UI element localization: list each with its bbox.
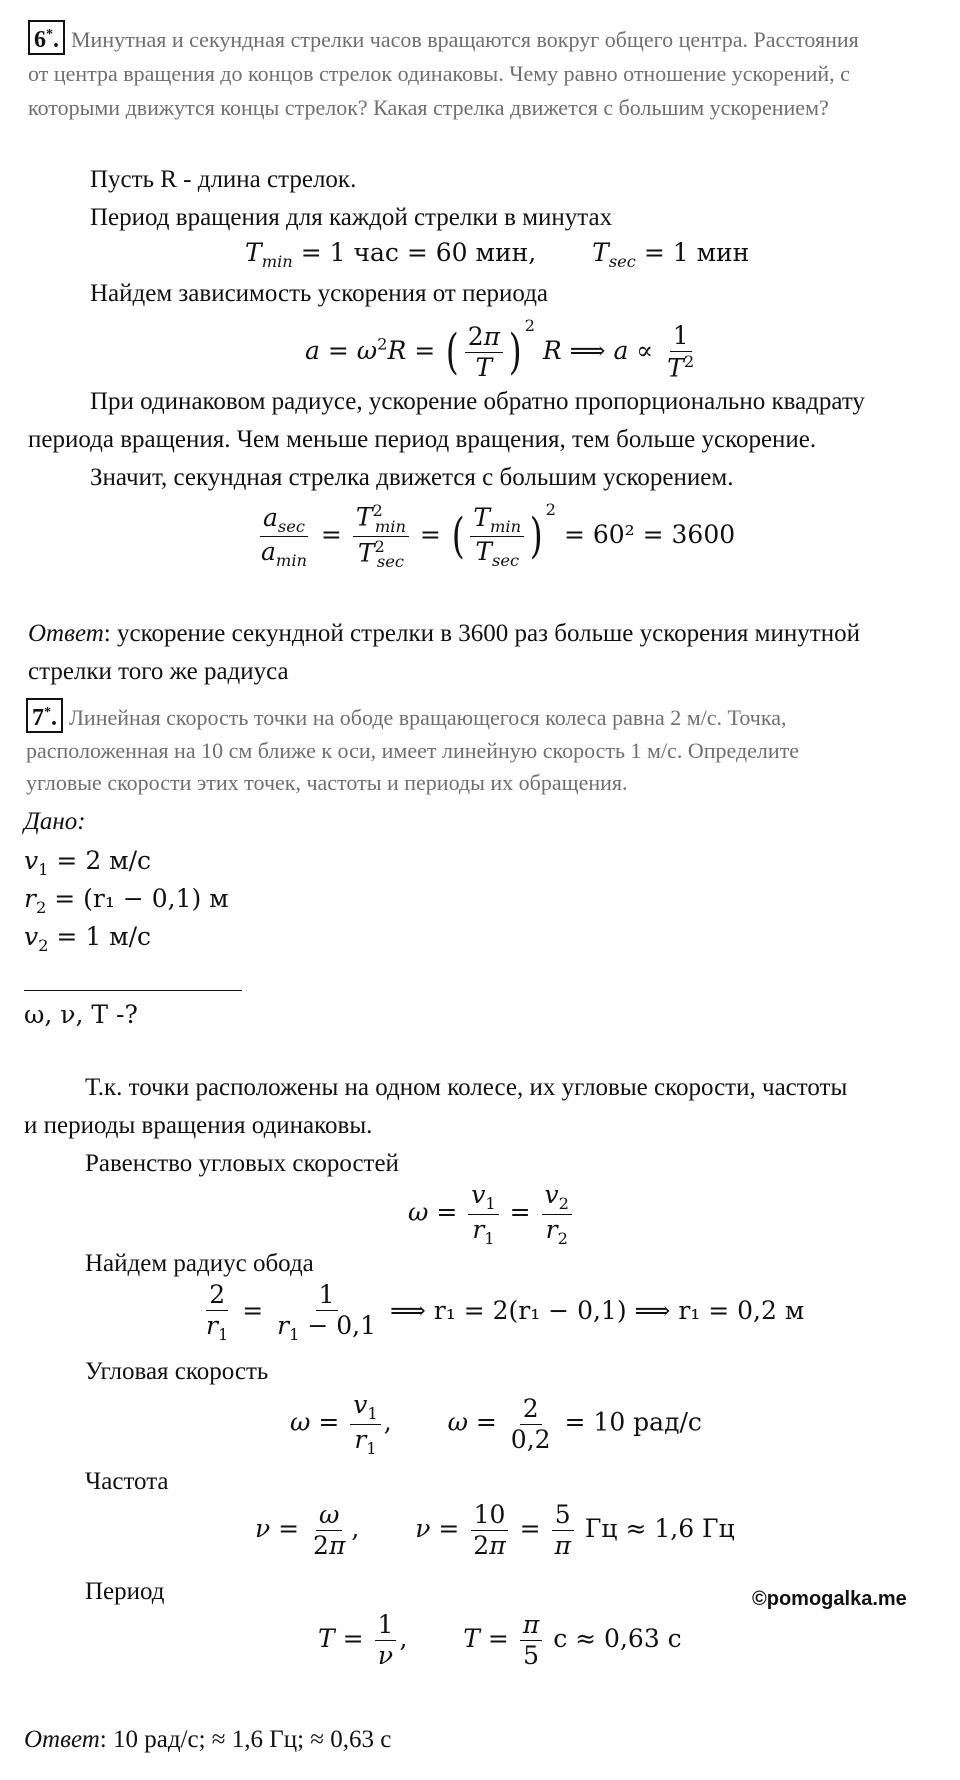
task6-answer-a: Ответ: ускорение секундной стрелки в 3600 раз больше ускорения минутной: [28, 620, 860, 647]
task7-line-1: 7*. Линейная скорость точки на ободе вращающегося колеса равна 2 м/с. Точка,: [26, 698, 786, 735]
task6-sol-1: Пусть R - длина стрелок.: [90, 166, 357, 193]
task7-line-3: угловые скорости этих точек, частоты и периоды их обращения.: [26, 770, 628, 795]
task6-sol-3: Найдем зависимость ускорения от периода: [90, 280, 549, 307]
task7-sol-2: Равенство угловых скоростей: [85, 1150, 399, 1177]
task6-sol-4b: периода вращения. Чем меньше период вращения, тем больше ускорение.: [28, 426, 817, 453]
task7-sol-1a: Т.к. точки расположены на одном колесе, их угловые скорости, частоты: [85, 1074, 848, 1101]
task7-given-3: $v_2 = 1$ м/с: [24, 922, 152, 955]
task7-given-2: $r_2 = (r_1 - 0,1)$ м: [24, 884, 229, 917]
task7-answer: Ответ: 10 рад/с; ≈ 1,6 Гц; ≈ 0,63 с: [24, 1726, 392, 1753]
task6-line-2: от центра вращения до концов стрелок одинаковы. Чему равно отношение ускорений, с: [28, 61, 850, 86]
task6-answer-b: стрелки того же радиуса: [28, 658, 289, 685]
task7-sol-6: Период: [85, 1578, 165, 1605]
given-divider: [24, 990, 242, 991]
task7-eq-nu: ν = $\frac{\omega}{2\pi}$ , ν = $\frac{10}{2\pi}$ = $\frac{5}{\pi}$ Гц ≈ 1,6 Гц: [255, 1500, 735, 1560]
task7-given-1: $v_1 = 2$ м/с: [24, 846, 152, 879]
task7-given-label: Дано:: [24, 808, 86, 835]
task7-sol-3: Найдем радиус обода: [85, 1250, 314, 1277]
task6-sol-4a: При одинаковом радиусе, ускорение обратно пропорционально квадрату: [90, 388, 865, 415]
task7-number-box: 7*.: [26, 698, 63, 733]
watermark: ©pomogalka.me: [752, 1588, 907, 1610]
task6-sol-2: Период вращения для каждой стрелки в минутах: [90, 204, 613, 231]
task7-eq-omega: ω = $\frac{v_1}{r_1}$ , ω = $\frac{2}{0,2}$ = 10 рад/с: [290, 1390, 702, 1458]
task7-line-2: расположенная на 10 см ближе к оси, имеет линейную скорость 1 м/с. Определите: [26, 738, 800, 763]
task6-sol-5: Значит, секундная стрелка движется с большим ускорением.: [90, 464, 734, 491]
task7-eq-radius: $\frac{2}{r_1}$ = $\frac{1}{r_1 - 0,1}$ ⟹ r₁ = 2(r₁ − 0,1) ⟹ r₁ = 0,2 м: [206, 1280, 805, 1344]
task6-eq-ratio: $\frac{a_{sec}}{a_{min}}$ = $\frac{T^2_{min}}{T^2_{sec}}$ = ( $\frac{T_{min}}{T_{sec}}$ ) $^2$ = 60² = 3600: [261, 500, 736, 572]
task6-line-3: которыми движутся концы стрелок? Какая стрелка движется с большим ускорением?: [28, 95, 829, 120]
task7-sol-1b: и периоды вращения одинаковы.: [24, 1112, 373, 1139]
task6-eq-acceleration: $a = \omega^2R$ = ( $\frac{2\pi}{T}$ ) $^2$ R ⟹ a ∝ $\frac{1}{T^2}$: [305, 316, 695, 383]
task7-eq-omega-equal: ω = $\frac{v_1}{r_1}$ = $\frac{v_2}{r_2}$: [408, 1180, 575, 1248]
task7-sol-4: Угловая скорость: [85, 1358, 269, 1385]
task6-eq-periods: $T_{min} = 1$ час = 60 мин, $T_{sec} = 1$ мин: [245, 238, 750, 271]
task6-line-1: 6*. Минутная и секундная стрелки часов вращаются вокруг общего центра. Расстояния: [28, 20, 859, 57]
task6-number-box: 6*.: [28, 20, 65, 55]
task7-find: ω, ν, T -?: [24, 1000, 138, 1029]
task7-sol-5: Частота: [85, 1468, 169, 1495]
task7-eq-period: T = $\frac{1}{\nu}$ , T = $\frac{\pi}{5}$ c ≈ 0,63 c: [318, 1610, 682, 1670]
